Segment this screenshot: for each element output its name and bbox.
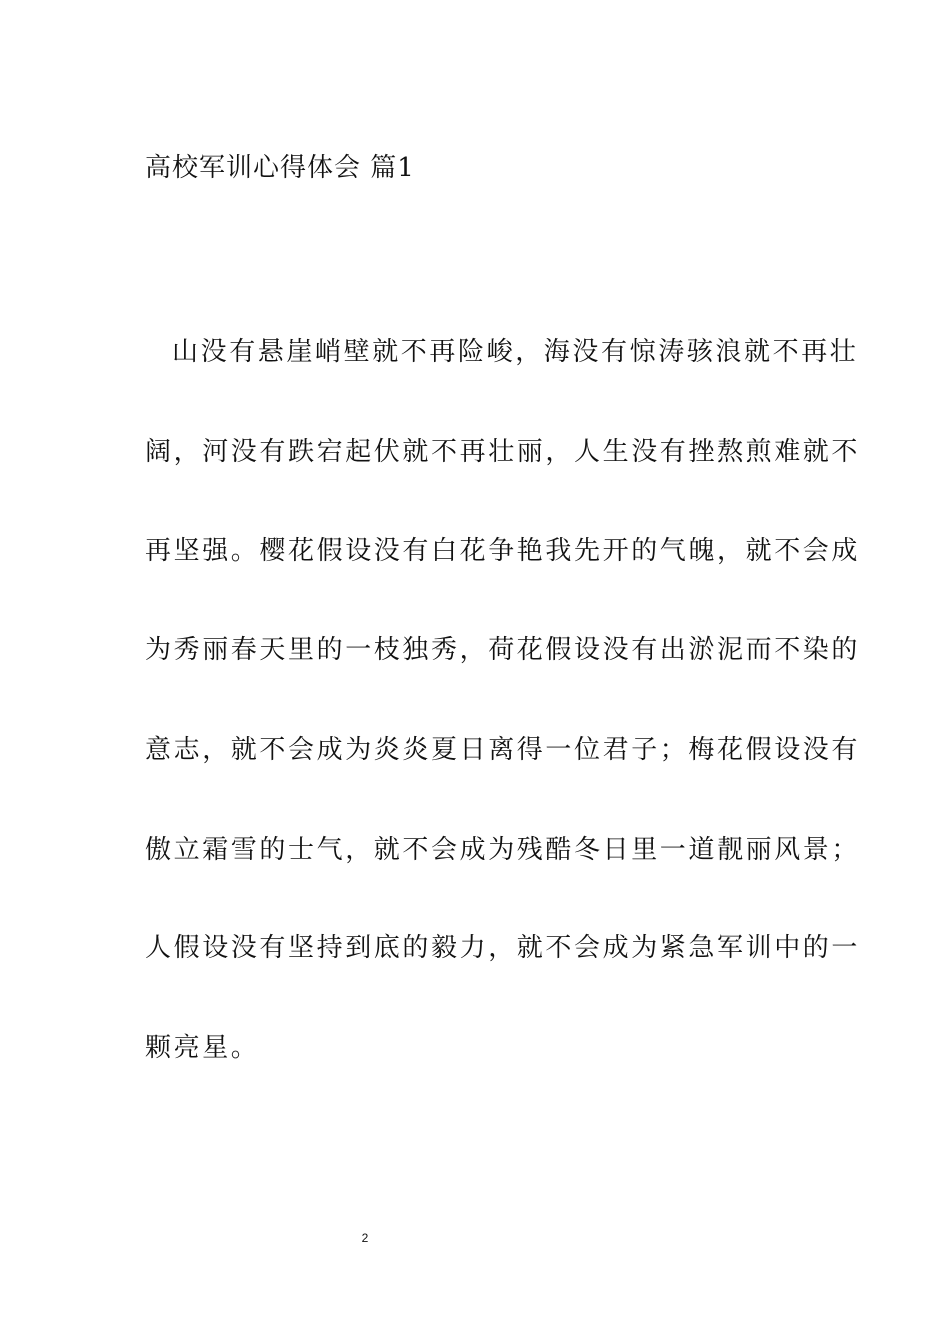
paragraph-line: 为秀丽春天里的一枝独秀，荷花假设没有出淤泥而不染的 [145,635,861,665]
paragraph-line: 颗亮星。 [145,1033,260,1063]
page-number: 2 [361,1231,369,1245]
document-title: 高校军训心得体会 篇1 [145,153,415,183]
paragraph-line: 傲立霜雪的士气，就不会成为残酷冬日里一道靓丽风景； [145,835,861,865]
paragraph-line: 再坚强。樱花假设没有白花争艳我先开的气魄，就不会成 [145,536,861,566]
paragraph-line: 阔，河没有跌宕起伏就不再壮丽，人生没有挫熬煎难就不 [145,437,861,467]
paragraph-line: 人假设没有坚持到底的毅力，就不会成为紧急军训中的一 [145,933,861,963]
paragraph-line: 山没有悬崖峭壁就不再险峻，海没有惊涛骇浪就不再壮 [172,337,859,367]
paragraph-line: 意志，就不会成为炎炎夏日离得一位君子；梅花假设没有 [145,735,861,765]
